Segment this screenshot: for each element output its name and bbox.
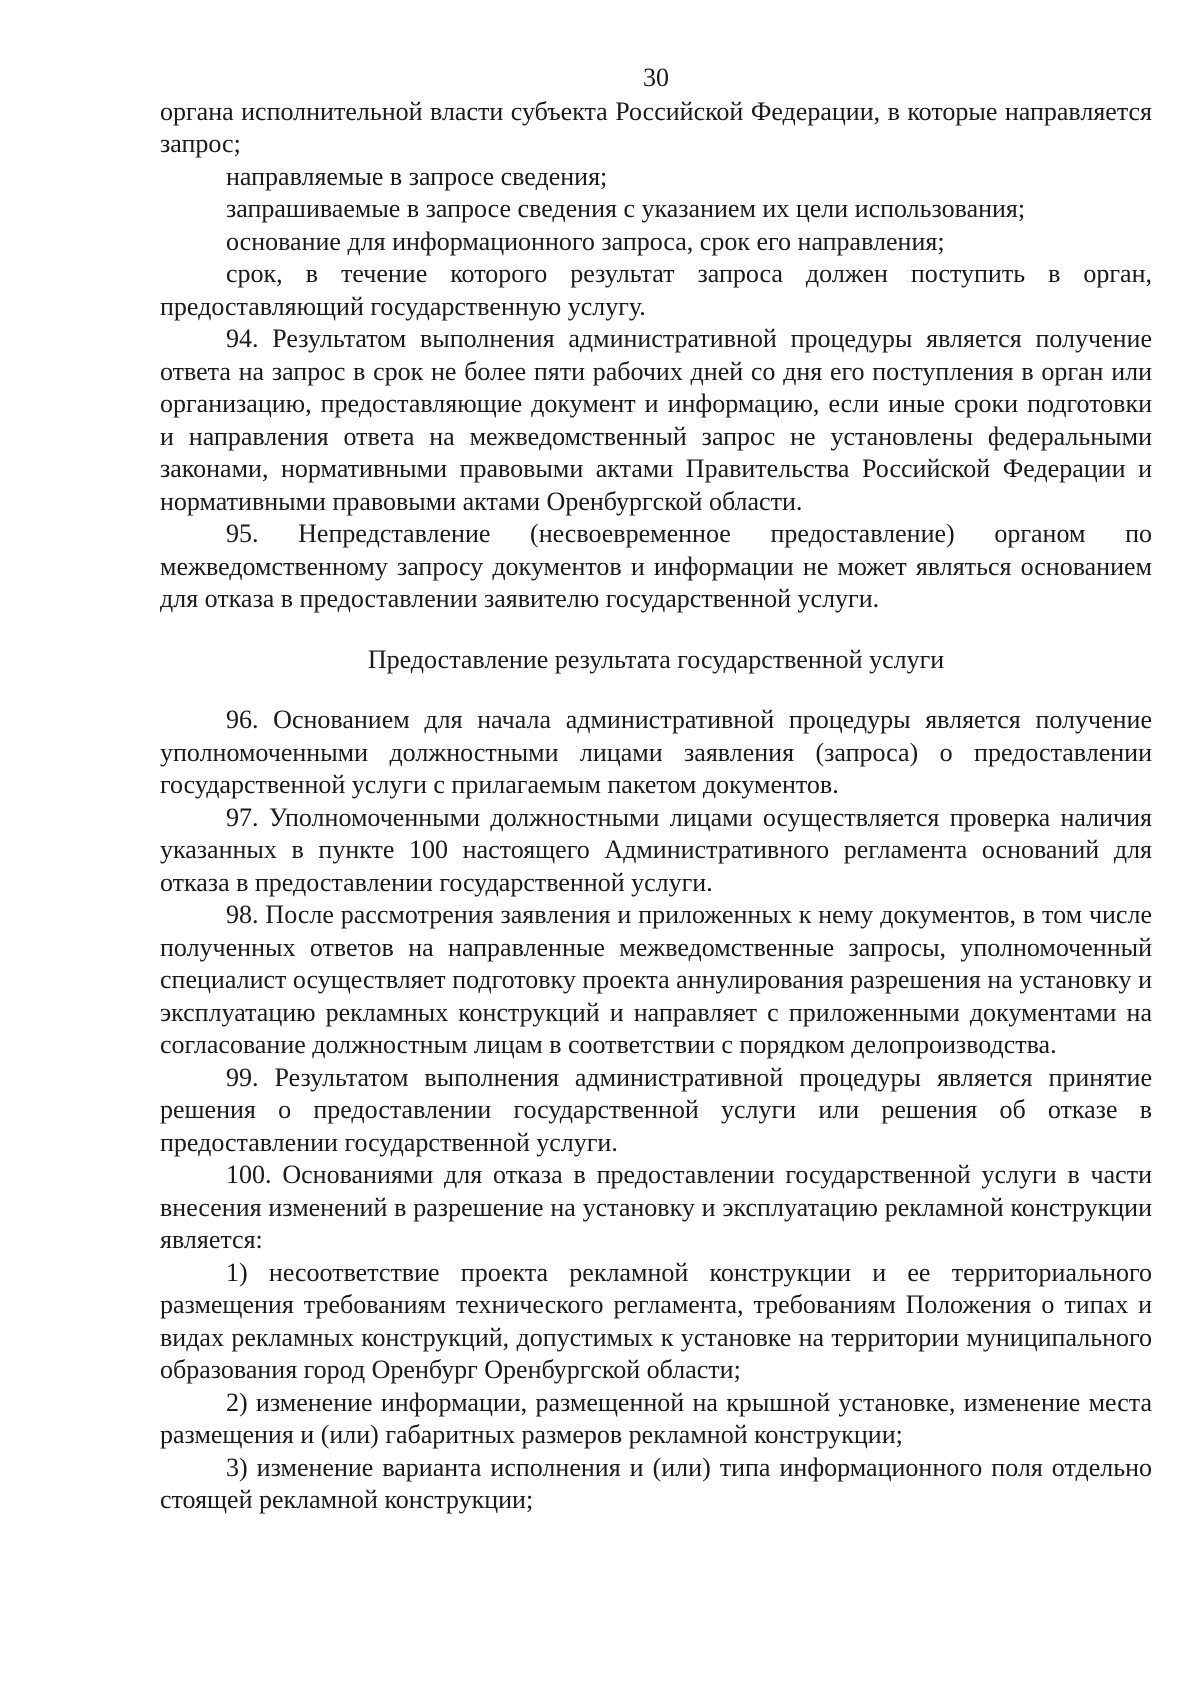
paragraph: 100. Основаниями для отказа в предоставлении государственной услуги в части внесения изменений в разрешение на установку и эксплуатацию рекламной конструкции является: bbox=[160, 1160, 1152, 1254]
paragraph: срок, в течение которого результат запроса должен поступить в орган, предоставляющий государственную услугу. bbox=[160, 259, 1152, 321]
paragraph: 96. Основанием для начала административной процедуры является получение уполномоченными должностными лицами заявления (запроса) о предоставлении государственной услуги с прилагаемым пакетом документов. bbox=[160, 705, 1152, 799]
body-text-before bbox=[160, 96, 1152, 616]
paragraph: основание для информационного запроса, срок его направления; bbox=[226, 226, 945, 256]
paragraph: направляемые в запросе сведения; bbox=[226, 161, 608, 191]
paragraph: 97. Уполномоченными должностными лицами осуществляется проверка наличия указанных в пункте 100 настоящего Административного регламента оснований для отказа в предоставлении государственной услуги. bbox=[160, 802, 1152, 897]
list-item: 3) изменение варианта исполнения и (или) типа информационного поля отдельно стоящей рекламной конструкции; bbox=[160, 1452, 1152, 1514]
section-heading: Предоставление результата государственной услуги bbox=[367, 644, 945, 674]
page-number: 30 bbox=[643, 63, 669, 92]
body-text-after bbox=[160, 704, 1152, 1517]
list-item: 2) изменение информации, размещенной на крышной установке, изменение места размещения и (или) габаритных размеров рекламной конструкции; bbox=[160, 1387, 1152, 1449]
list-item: 1) несоответствие проекта рекламной конструкции и ее территориального размещения требованиям технического регламента, требованиям Положения о типах и видах рекламных конструкций, допустимых к установке на территории муниципального образования город Оренбург Оренбургской области; bbox=[160, 1257, 1152, 1384]
paragraph: 94. Результатом выполнения административной процедуры является получение ответа на запрос в срок не более пяти рабочих дней со дня его поступления в орган или организацию, предоставляющие документ и информацию, если иные сроки подготовки и направления ответа на межведомственный запрос не установлены федеральными законами, нормативными правовыми актами Правительства Российской Федерации и нормативными правовыми актами Оренбургской области. bbox=[160, 324, 1152, 516]
paragraph: 98. После рассмотрения заявления и приложенных к нему документов, в том числе полученных ответов на направленные межведомственные запросы, уполномоченный специалист осуществляет подготовку проекта аннулирования разрешения на установку и эксплуатацию рекламных конструкций и направляет с приложенными документами на согласование должностным лицам в соответствии с порядком делопроизводства. bbox=[160, 900, 1152, 1059]
paragraph: 99. Результатом выполнения административной процедуры является принятие решения о предоставлении государственной услуги или решения об отказе в предоставлении государственной услуги. bbox=[160, 1062, 1152, 1157]
paragraph: органа исполнительной власти субъекта Российской Федерации, в которые направляется запрос; bbox=[160, 96, 1152, 158]
paragraph: запрашиваемые в запросе сведения с указанием их цели использования; bbox=[226, 194, 1026, 223]
paragraph: 95. Непредставление (несвоевременное предоставление) органом по межведомственному запросу документов и информации не может являться основанием для отказа в предоставлении заявителю государственной услуги. bbox=[160, 519, 1152, 613]
